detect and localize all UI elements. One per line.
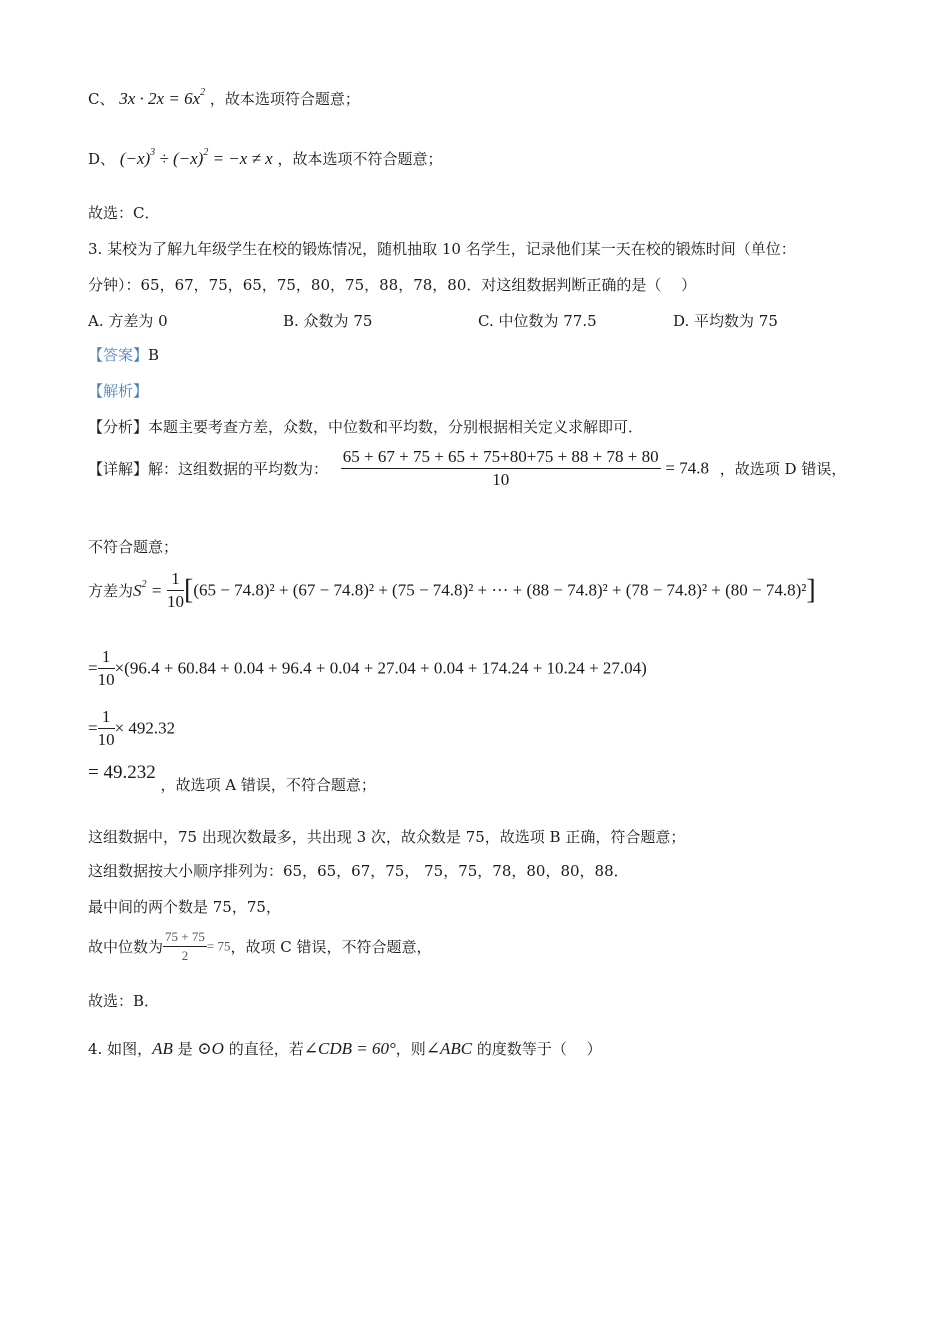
formula-d: $(-x)^3 \div (-x)^2 = -x \ne x$	[119, 147, 273, 168]
variance-step-1: = $\frac{1}{10}$ ×(96.4 + 60.84 + 0.04 + 96.4 + 0.04 + 27.04 + 0.04 + 174.24 + 10.24 + 27.04)	[88, 647, 647, 689]
option-c[interactable]: C. 中位数为 77.5	[478, 312, 597, 330]
formula-c: $3x \cdot 2x = 6x^2$	[119, 87, 206, 108]
mean-fraction: $\frac{65 + 67 + 75 + 65 + 75+80+75 + 88 + 78 + 80}{10}$	[342, 447, 659, 489]
mean-tail-2: 不符合题意；	[88, 538, 179, 556]
middle-line: 最中间的两个数是 75，75，	[88, 898, 281, 916]
variance-step-3: = 49.232 ，故选项 A 错误，不符合题意；	[88, 762, 376, 794]
option-d[interactable]: D. 平均数为 75	[673, 312, 778, 330]
mean-line: 【详解】解：这组数据的平均数为： $\frac{65 + 67 + 75 + 65 + 75+80+75 + 88 + 78 + 80}{10}$ = 74.8 ，故选项 D 错误，	[88, 447, 847, 489]
variance-fraction: $\frac{1}{10}$	[167, 569, 185, 611]
q4-stem: 4. 如图，AB 是 ⊙O 的直径，若∠CDB = 60°，则∠ABC 的度数等于（ ）	[88, 1039, 602, 1058]
answer-value: B	[148, 346, 160, 364]
median-fraction: $\frac{75 + 75}{2}$	[165, 929, 205, 963]
q3-final-answer: 故选：B．	[88, 992, 160, 1010]
option-c-line: C、 $3x \cdot 2x = 6x^2$ ，故本选项符合题意；	[88, 87, 360, 108]
variance-step-2: = $\frac{1}{10}$ × 492.32	[88, 707, 176, 749]
q3-stem-1: 3. 某校为了解九年级学生在校的锻炼情况，随机抽取 10 名学生，记录他们某一天在校的锻炼时间（单位：	[88, 240, 796, 258]
prev-answer: 故选：C．	[88, 204, 160, 222]
option-d-line: D、 $(-x)^3 \div (-x)^2 = -x \ne x$ ，故本选项不符合题意；	[88, 147, 443, 168]
option-b[interactable]: B. 众数为 75	[283, 312, 373, 330]
circle-o-symbol: ⊙O	[197, 1039, 224, 1058]
q3-stem-2: 分钟）：65，67，75，65，75，80，75，88，78，80．对这组数据判断正确的是（ ）	[88, 276, 697, 294]
mode-line: 这组数据中，75 出现次数最多，共出现 3 次，故众数是 75，故选项 B 正确，符合题意；	[88, 828, 686, 846]
analysis-fenxi: 【分析】本题主要考查方差，众数，中位数和平均数，分别根据相关定义求解即可．	[88, 418, 644, 436]
variance-line: 方差为$S^2$ = $\frac{1}{10}$ [(65 − 74.8)² + (67 − 74.8)² + (75 − 74.8)² + ··· + (88 − 74.8)² + (78 − 74.8)² + (80 − 74.8)²]	[88, 569, 816, 611]
answer-tag: 【答案】	[88, 346, 149, 364]
sorted-line: 这组数据按大小顺序排列为：65，65，67，75， 75，75，78，80，80，88．	[88, 862, 629, 880]
analysis-tag: 【解析】	[88, 382, 149, 400]
median-line: 故中位数为 $\frac{75 + 75}{2}$ = 75，故项 C 错误，不符合题意，	[88, 929, 432, 963]
option-a[interactable]: A. 方差为 0	[88, 312, 168, 330]
answer-line	[88, 344, 159, 365]
q3-options	[88, 310, 868, 331]
